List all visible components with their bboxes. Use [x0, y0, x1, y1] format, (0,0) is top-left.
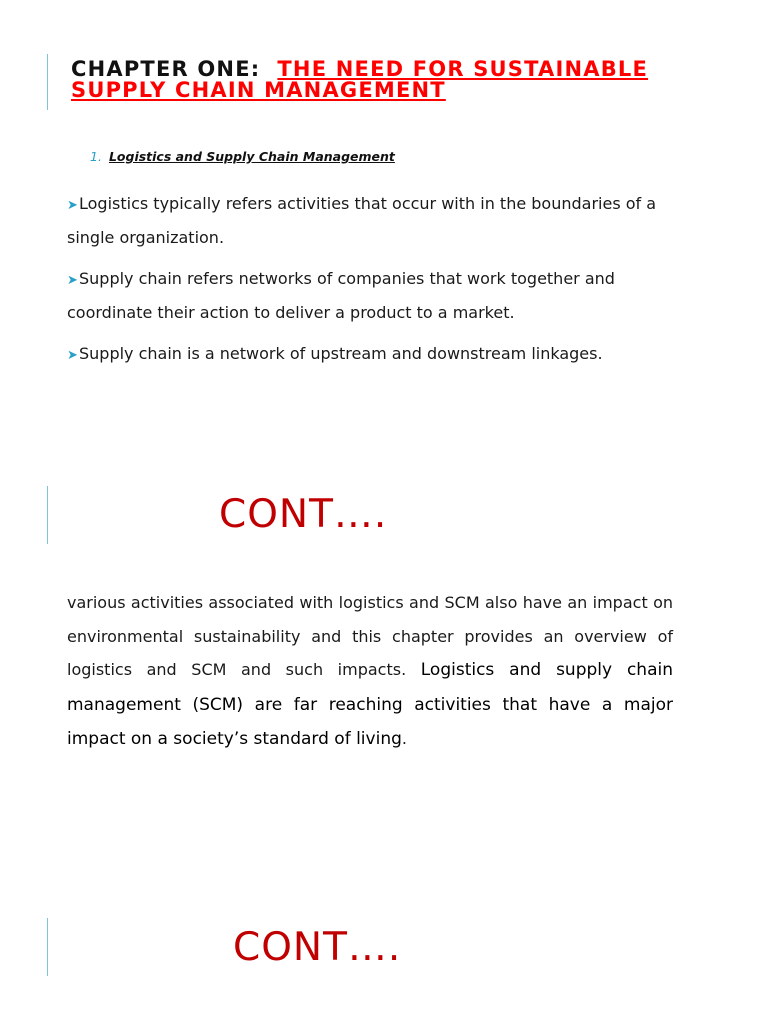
bullet-text: Supply chain refers networks of companies that work together and coordinate their action to deliver a product to a market. [67, 269, 615, 322]
paragraph-text: various activities associated with logistics and SCM also have an impact on environmental sustainability and this chapter provides an overview of logistics and SCM and such impacts. [67, 593, 673, 679]
slide-accent-bar [47, 54, 48, 110]
body-paragraph [67, 586, 673, 757]
subheading-number: 1. [90, 149, 102, 164]
chapter-title-text: THE NEED FOR SUSTAINABLE SUPPLY CHAIN MANAGEMENT [71, 57, 649, 102]
list-item [67, 338, 677, 372]
list-item [67, 263, 677, 329]
slide-accent-bar [47, 918, 48, 976]
section-subheading [90, 149, 395, 165]
chapter-title [71, 59, 711, 101]
arrow-bullet-icon: ➤ [67, 273, 78, 288]
bullet-text: Logistics typically refers activities that occur with in the boundaries of a single organization. [67, 194, 657, 247]
subheading-text: Logistics and Supply Chain Management [108, 149, 395, 164]
paragraph-emphasis-text: Logistics and supply chain management (SCM) are far reaching activities that have a major impact on a society’s standard of living [67, 660, 673, 749]
continuation-heading: CONT…. [219, 492, 388, 537]
arrow-bullet-icon: ➤ [67, 198, 78, 213]
bullet-list [67, 188, 677, 381]
chapter-label: CHAPTER ONE: [71, 57, 261, 81]
bullet-text: Supply chain is a network of upstream and downstream linkages. [79, 344, 603, 363]
arrow-bullet-icon: ➤ [67, 348, 78, 363]
list-item [67, 188, 677, 254]
slide-accent-bar [47, 486, 48, 544]
continuation-heading: CONT…. [233, 925, 402, 970]
paragraph-end: . [401, 729, 407, 748]
